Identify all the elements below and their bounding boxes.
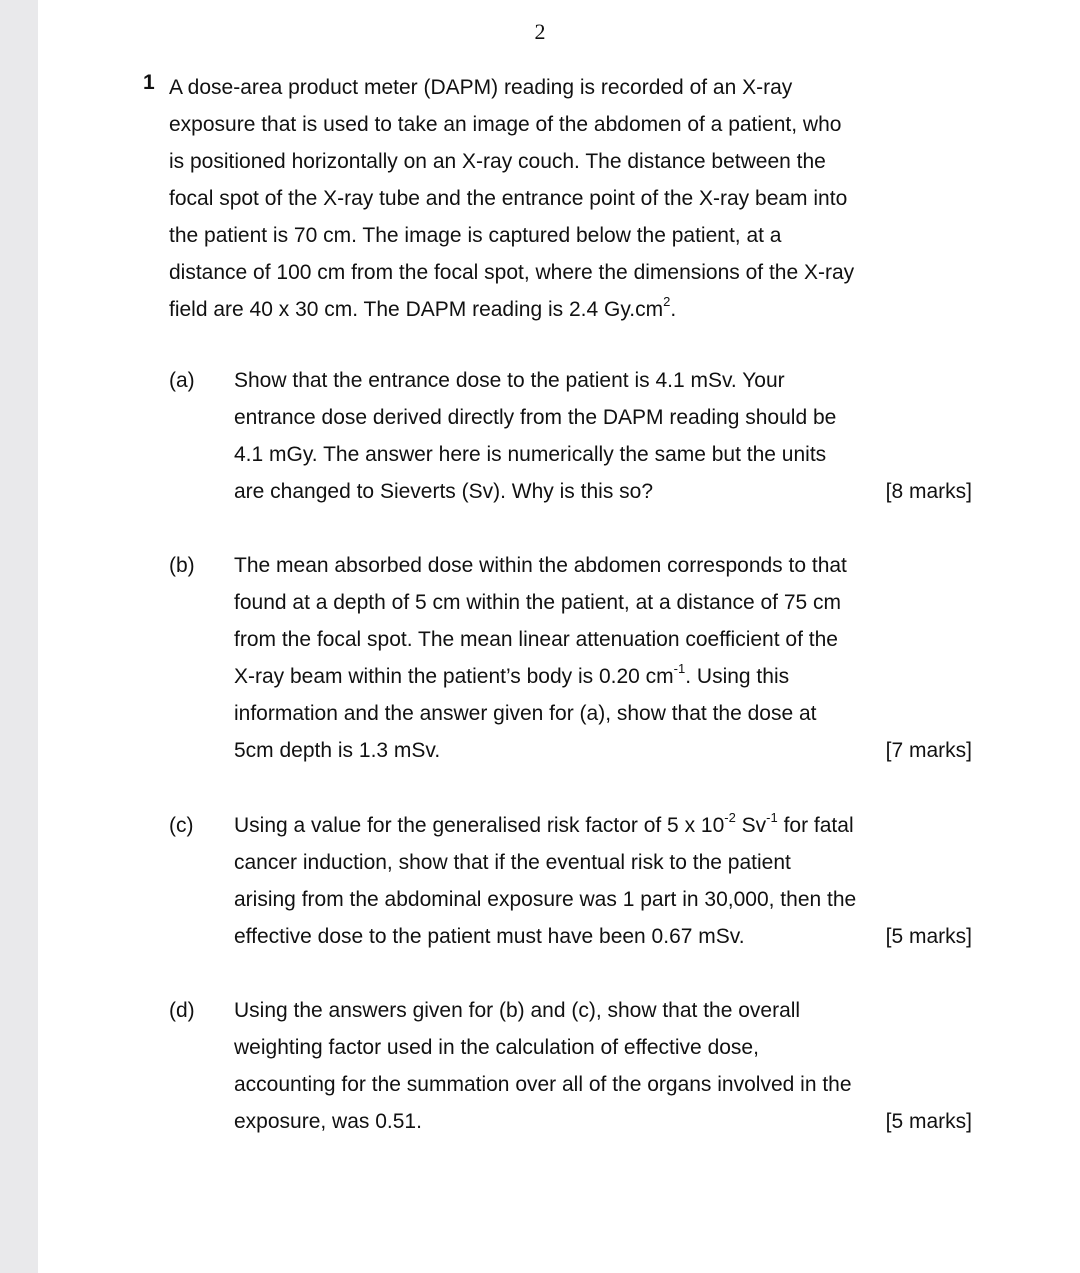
part-line: The mean absorbed dose within the abdomen corresponds to that <box>234 554 847 577</box>
stem-line: focal spot of the X-ray tube and the entrance point of the X-ray beam into <box>169 187 848 210</box>
part-text <box>234 992 884 1140</box>
part-line: exposure, was 0.51. <box>234 1110 422 1133</box>
superscript: -2 <box>724 810 736 825</box>
part-label: (d) <box>169 999 195 1022</box>
part-label: (c) <box>169 814 194 837</box>
part-line: accounting for the summation over all of the organs involved in the <box>234 1073 852 1096</box>
stem-line <box>169 291 889 328</box>
part-text-segment: . Using this <box>685 665 790 688</box>
part-line: entrance dose derived directly from the DAPM reading should be <box>234 406 837 429</box>
part-line: effective dose to the patient must have been 0.67 mSv. <box>234 925 745 948</box>
part-line: from the focal spot. The mean linear attenuation coefficient of the <box>234 628 838 651</box>
part-line: 5cm depth is 1.3 mSv. <box>234 739 441 762</box>
stem-line: exposure that is used to take an image of the abdomen of a patient, who <box>169 113 842 136</box>
question-number: 1 <box>143 71 155 94</box>
part-line: are changed to Sieverts (Sv). Why is this so? <box>234 480 654 503</box>
part-line <box>234 658 884 695</box>
part-text <box>234 807 884 955</box>
part-line: Show that the entrance dose to the patient is 4.1 mSv. Your <box>234 369 785 392</box>
part-text-segment: Using a value for the generalised risk factor of 5 x 10 <box>234 814 725 837</box>
part-line: 4.1 mGy. The answer here is numerically the same but the units <box>234 443 827 466</box>
marks-label: [7 marks] <box>885 739 972 762</box>
stem-line: distance of 100 cm from the focal spot, where the dimensions of the X-ray <box>169 261 855 284</box>
part-line: information and the answer given for (a), show that the dose at <box>234 702 817 725</box>
part-line: arising from the abdominal exposure was 1 part in 30,000, then the <box>234 888 857 911</box>
superscript: 2 <box>663 294 671 309</box>
part-text-segment: X-ray beam within the patient’s body is 0.20 cm <box>234 665 674 688</box>
part-text-segment: for fatal <box>777 814 854 837</box>
stem-line: A dose-area product meter (DAPM) reading is recorded of an X-ray <box>169 76 793 99</box>
marks-label: [5 marks] <box>885 925 972 948</box>
part-text <box>234 362 884 510</box>
part-text <box>234 547 884 769</box>
part-line: weighting factor used in the calculation of effective dose, <box>234 1036 759 1059</box>
superscript: -1 <box>766 810 778 825</box>
marks-label: [8 marks] <box>885 480 972 503</box>
marks-label: [5 marks] <box>885 1110 972 1133</box>
superscript: -1 <box>673 661 686 676</box>
stem-line: the patient is 70 cm. The image is captured below the patient, at a <box>169 224 782 247</box>
part-text-segment: Sv <box>735 814 767 837</box>
stem-text: field are 40 x 30 cm. The DAPM reading is 2.4 Gy.cm <box>169 298 664 321</box>
part-line: Using the answers given for (b) and (c), show that the overall <box>234 999 801 1022</box>
part-label: (a) <box>169 369 195 392</box>
question-stem <box>169 69 889 328</box>
stem-line: is positioned horizontally on an X-ray couch. The distance between the <box>169 150 826 173</box>
part-line <box>234 807 884 844</box>
stem-text: . <box>670 298 677 321</box>
page-number: 2 <box>534 19 546 44</box>
part-line: found at a depth of 5 cm within the patient, at a distance of 75 cm <box>234 591 842 614</box>
part-line: cancer induction, show that if the eventual risk to the patient <box>234 851 791 874</box>
part-label: (b) <box>169 554 195 577</box>
